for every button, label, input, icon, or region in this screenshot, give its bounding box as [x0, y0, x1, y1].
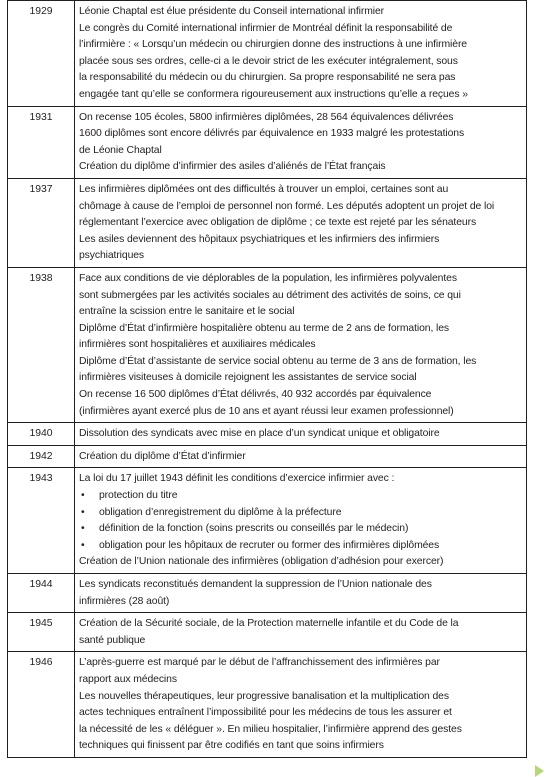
- table-row: [8, 267, 527, 422]
- text-line: placée sous ses ordres, celle-ci a le devoir strict de les exécuter intégralement, sous: [79, 55, 458, 67]
- text-line: Dissolution des syndicats avec mise en place d’un syndicat unique et obligatoire: [79, 428, 440, 440]
- text-line: santé publique: [79, 634, 146, 646]
- text-line: infirmières visiteuses à domicile rejoignent les assistantes de service social: [79, 372, 417, 384]
- timeline-table: [7, 0, 527, 758]
- text-line: On recense 16 500 diplômes d’État délivrés, 40 932 accordés par équivalence: [79, 389, 432, 401]
- description-cell: [75, 1, 527, 107]
- bullet-item: • obligation pour les hôpitaux de recruter ou former des infirmières diplômées: [79, 538, 522, 555]
- table-row: [8, 423, 527, 446]
- table-row: [8, 1, 527, 107]
- text-line: Face aux conditions de vie déplorables de la population, les infirmières polyvalentes: [79, 272, 457, 284]
- table-row: [8, 106, 527, 178]
- text-line: techniques qui finissent par être codifiés en tant que soins infirmiers: [79, 740, 384, 752]
- year-cell: 1940: [8, 423, 75, 446]
- table-row: [8, 178, 527, 267]
- text-line: de Léonie Chaptal: [79, 144, 162, 156]
- text-line: actes techniques entraînent l’impossibilité pour les médecins de tous les assurer et: [79, 707, 452, 719]
- description-cell: [75, 445, 527, 468]
- text-line: psychiatriques: [79, 250, 145, 262]
- text-line: infirmières (28 août): [79, 595, 170, 607]
- table-row: [8, 468, 527, 574]
- year-cell: 1931: [8, 106, 75, 178]
- text-line: chômage à cause de l’emploi de personnel non formé. Les députés adoptent un projet de loi: [79, 200, 495, 212]
- text-line: Diplôme d’État d’assistante de service social obtenu au terme de 3 ans de formation, les: [79, 355, 477, 367]
- text-line: la nécessité de les « déléguer ». En milieu hospitalier, l’infirmière apprend des gestes: [79, 723, 462, 735]
- next-page-arrow-icon[interactable]: [535, 765, 544, 777]
- text-line: Création de l’Union nationale des infirmières (obligation d’adhésion pour exercer): [79, 556, 444, 568]
- text-line: Création du diplôme d’État d’infirmier: [79, 450, 246, 462]
- table-row: [8, 574, 527, 613]
- text-line: Les asiles deviennent des hôpitaux psychiatriques et les infirmiers des infirmiers: [79, 233, 440, 245]
- text-line: Création du diplôme d’infirmier des asiles d’aliénés de l’État français: [79, 161, 386, 173]
- text-line: L’après-guerre est marqué par le début de l’affranchissement des infirmières par: [79, 657, 440, 669]
- text-line: entraîne la scission entre le sanitaire et le social: [79, 306, 295, 318]
- bullet-item: • obligation d’enregistrement du diplôme à la préfecture: [79, 505, 522, 522]
- text-line: réglementant l’exercice avec obligation de diplôme ; ce texte est rejeté par les sénateurs: [79, 217, 477, 229]
- description-cell: [75, 106, 527, 178]
- text-line: Diplôme d’État d’infirmière hospitalière obtenu au terme de 2 ans de formation, les: [79, 322, 450, 334]
- text-line: 1600 diplômes sont encore délivrés par équivalence en 1933 malgré les protestations: [79, 128, 465, 140]
- text-line: Les nouvelles thérapeutiques, leur progressive banalisation et la multiplication des: [79, 690, 449, 702]
- text-line: sont submergées par les activités sociales au détriment des activités de soins, ce qui: [79, 289, 461, 301]
- year-cell: 1943: [8, 468, 75, 574]
- text-line: (infirmières ayant exercé plus de 10 ans et ayant réussi leur examen professionnel): [79, 405, 454, 417]
- bullet-item: • protection du titre: [79, 488, 522, 505]
- text-line: Le congrès du Comité international infirmier de Montréal définit la responsabilité de: [79, 22, 453, 34]
- text-line: La loi du 17 juillet 1943 définit les conditions d’exercice infirmier avec :: [79, 473, 395, 485]
- year-cell: 1945: [8, 613, 75, 652]
- bullet-list: [79, 488, 522, 554]
- description-cell: [75, 423, 527, 446]
- text-line: On recense 105 écoles, 5800 infirmières diplômées, 28 564 équivalences délivrées: [79, 111, 454, 123]
- year-cell: 1938: [8, 267, 75, 422]
- description-cell: [75, 652, 527, 758]
- year-cell: 1942: [8, 445, 75, 468]
- description-cell: [75, 574, 527, 613]
- bullet-item: • définition de la fonction (soins prescrits ou conseillés par le médecin): [79, 521, 522, 538]
- year-cell: 1944: [8, 574, 75, 613]
- table-row: [8, 652, 527, 758]
- table-row: [8, 445, 527, 468]
- text-line: Les syndicats reconstitués demandent la suppression de l’Union nationale des: [79, 579, 432, 590]
- text-line: Léonie Chaptal est élue présidente du Conseil international infirmier: [79, 6, 385, 17]
- year-cell: 1937: [8, 178, 75, 267]
- description-cell: [75, 468, 527, 574]
- text-line: Création de la Sécurité sociale, de la Protection maternelle infantile et du Code de la: [79, 618, 459, 630]
- text-line: la responsabilité du médecin ou du chirurgien. Sa propre responsabilité ne sera pas: [79, 72, 456, 84]
- text-line: engagée tant qu’elle se conformera rigoureusement aux instructions qu’elle a reçues »: [79, 88, 468, 100]
- text-line: infirmières sont hospitalières et auxiliaires médicales: [79, 339, 316, 351]
- text-line: rapport aux médecins: [79, 673, 177, 685]
- text-line: Les infirmières diplômées ont des difficultés à trouver un emploi, certaines sont au: [79, 183, 449, 195]
- text-line: l’infirmière : « Lorsqu’un médecin ou chirurgien donne des instructions à une infirmière: [79, 39, 467, 51]
- description-cell: [75, 178, 527, 267]
- table-row: [8, 613, 527, 652]
- year-cell: 1929: [8, 1, 75, 107]
- description-cell: [75, 613, 527, 652]
- year-cell: 1946: [8, 652, 75, 758]
- description-cell: [75, 267, 527, 422]
